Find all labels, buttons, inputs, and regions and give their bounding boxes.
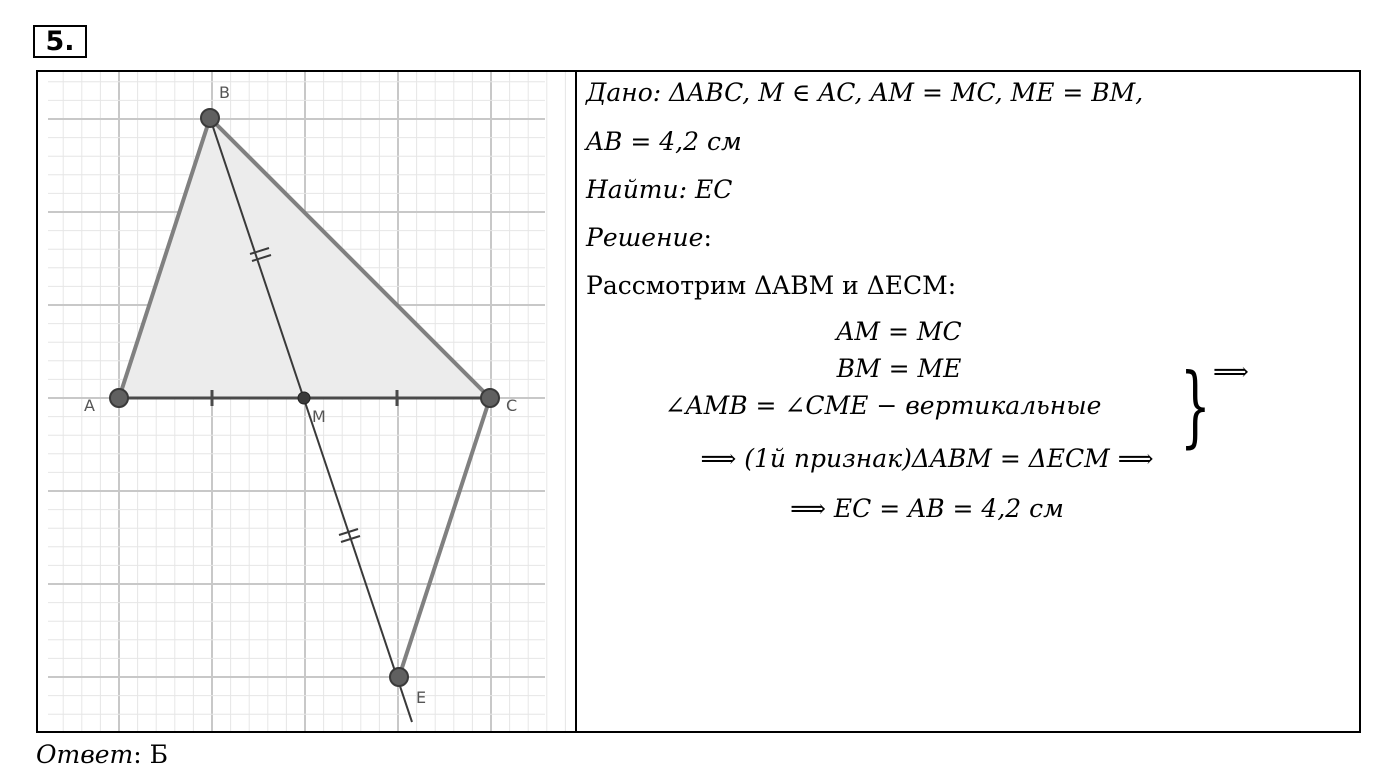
answer-line [36, 740, 168, 770]
find-line [586, 175, 732, 205]
label-e: E [416, 688, 427, 707]
find-text: : EC [678, 175, 733, 204]
problem-number: 5. [33, 25, 87, 58]
point-e [390, 668, 408, 686]
find-label: Найти [586, 175, 679, 204]
consider-line: Рассмотрим ΔABM и ΔECM: [586, 271, 957, 300]
point-b [201, 109, 219, 127]
solution-heading [586, 223, 712, 253]
conclusion-1: ⟹ (1й признак)ΔABM = ΔECM ⟹ [700, 444, 1154, 473]
given-label: Дано [586, 78, 653, 107]
label-m: M [312, 407, 326, 426]
solution-colon: : [703, 223, 712, 252]
answer-label: Ответ [36, 740, 134, 769]
condition-2: BM = ME [836, 354, 962, 383]
solution-text [577, 72, 1359, 731]
brace-implies: ⟹ [1213, 357, 1249, 386]
solution-label: Решение [586, 223, 704, 252]
answer-value: : Б [133, 740, 169, 769]
segment-ec [399, 398, 490, 677]
geometry-figure [38, 72, 575, 731]
point-a [110, 389, 128, 407]
condition-1: AM = MC [836, 317, 962, 346]
point-c [481, 389, 499, 407]
given-line [586, 78, 1143, 108]
point-m [298, 392, 310, 404]
given-text: : ΔABC, M ∈ AC, AM = MC, ME = BM, [652, 78, 1144, 107]
conclusion-2: ⟹ EC = AB = 4,2 см [790, 494, 1064, 523]
label-c: C [506, 396, 518, 415]
label-b: B [219, 83, 230, 102]
segment-be [210, 118, 412, 722]
figure-canvas [38, 72, 575, 731]
condition-3: ∠AMB = ∠CME − вертикальные [664, 391, 1102, 420]
label-a: A [84, 396, 95, 415]
system-brace: } [1180, 354, 1211, 457]
given-line-2: AB = 4,2 см [586, 127, 742, 156]
